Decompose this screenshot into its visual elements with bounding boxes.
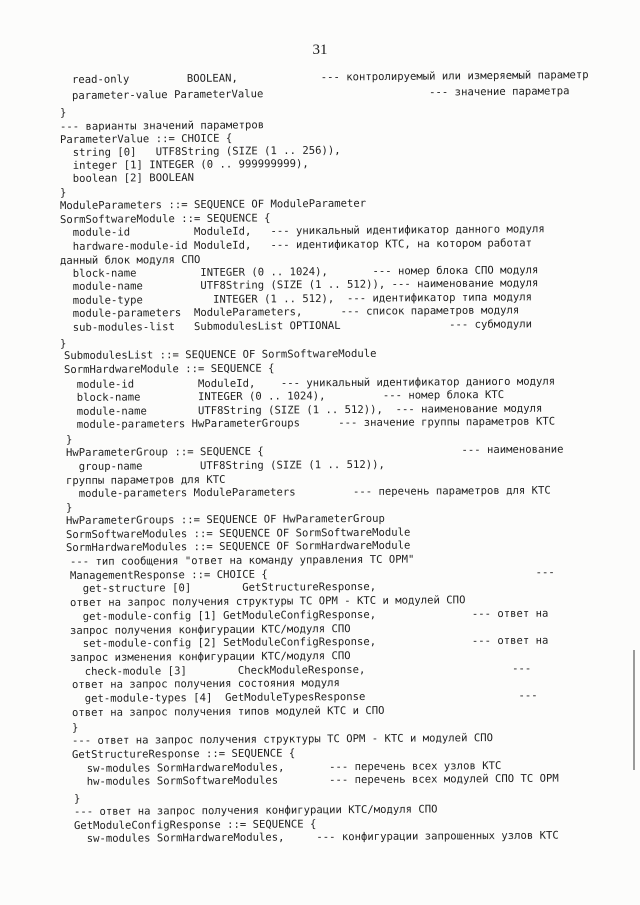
- code-line: integer [1] INTEGER (0 .. 999999999),: [59, 157, 309, 172]
- code-line: block-name INTEGER (0 .. 1024), --- номер блока СПО модуля: [59, 264, 539, 280]
- code-line: ParameterValue ::= CHOICE {: [59, 132, 233, 146]
- code-line: ответ на запрос получения состояния модуля: [71, 677, 340, 691]
- code-line: check-module [3] CheckModuleResponse, ---: [71, 662, 532, 678]
- code-line: SormSoftwareModules ::= SEQUENCE OF SormSoftwareModule: [65, 526, 411, 541]
- code-line: sw-modules SormHardwareModules, --- перечень всех узлов КТС: [73, 760, 502, 775]
- code-line: }: [65, 501, 73, 514]
- code-line: --- ответ на запрос получения конфигурации КТС/модуля СПО: [73, 803, 438, 818]
- code-line: boolean [2] BOOLEAN: [59, 171, 194, 185]
- code-line: SormHardwareModules ::= SEQUENCE OF SormHardwareModule: [65, 539, 411, 554]
- code-line: ModuleParameters ::= SEQUENCE OF ModuleParameter: [59, 197, 367, 212]
- code-line: SormSoftwareModule ::= SEQUENCE {: [59, 212, 271, 226]
- code-line: string [0] UTF8String (SIZE (1 .. 256)),: [59, 144, 341, 159]
- code-line: --- тип сообщения "ответ на команду управления ТС ОРМ": [69, 553, 415, 568]
- code-line: module-parameters ModuleParameters --- перечень параметров для КТС: [65, 484, 551, 500]
- code-line: SormHardwareModule ::= SEQUENCE {: [63, 362, 275, 376]
- code-line: запрос изменения конфигурации КТС/модуля СПО: [69, 650, 351, 664]
- code-line: sw-modules SormHardwareModules, --- конфигурации запрошенных узлов КТС: [73, 829, 559, 845]
- code-line: module-parameters ModuleParameters, --- список параметров модуля: [59, 304, 520, 320]
- code-line: GetStructureResponse ::= SEQUENCE {: [71, 747, 296, 761]
- code-line: }: [59, 186, 67, 199]
- page-number: 31: [312, 42, 328, 58]
- code-line: --- варианты значений параметров: [59, 119, 265, 133]
- code-line: HwParameterGroups ::= SEQUENCE OF HwParameterGroup: [65, 512, 385, 527]
- code-line: read-only BOOLEAN, --- контролируемый или измеряемый параметр: [71, 69, 589, 86]
- code-line: hw-modules SormSoftwareModules --- перечень всех модулей СПО ТС ОРМ: [73, 772, 559, 788]
- code-line: sub-modules-list SubmodulesList OPTIONAL --- субмодули: [59, 318, 533, 334]
- code-line: module-name UTF8String (SIZE (1 .. 512)), --- наименование модуля: [59, 277, 539, 293]
- code-line: }: [59, 337, 67, 350]
- code-line: ответ на запрос получения структуры ТС ОРМ - КТС и модулей СПО: [69, 594, 466, 609]
- code-line: set-module-config [2] SetModuleConfigResponse, --- ответ на: [69, 634, 549, 650]
- code-line: get-structure [0] GetStructureResponse,: [69, 580, 377, 595]
- code-line: SubmodulesList ::= SEQUENCE OF SormSoftwareModule: [63, 347, 377, 362]
- code-line: get-module-config [1] GetModuleConfigResponse, --- ответ на: [69, 607, 549, 623]
- code-line: module-type INTEGER (1 .. 512), --- идентификатор типа модуля: [59, 291, 533, 307]
- code-line: module-id ModuleId, --- уникальный идентификатор даниого модуля: [63, 375, 556, 391]
- code-line: }: [59, 106, 67, 119]
- code-line: ManagementResponse ::= CHOICE { ---: [69, 566, 555, 582]
- code-line: }: [73, 792, 81, 805]
- code-line: hardware-module-id ModuleId, --- идентификатор КТС, на котором работат: [59, 237, 533, 253]
- code-line: HwParameterGroup ::= SEQUENCE { --- наименование: [65, 443, 564, 459]
- code-line: }: [71, 721, 79, 734]
- code-line: GetModuleConfigResponse ::= SEQUENCE {: [73, 818, 317, 832]
- code-line: get-module-types [4] GetModuleTypesResponse ---: [71, 689, 538, 705]
- code-line: block-name INTEGER (0 .. 1024), --- номер блока КТС: [63, 388, 505, 404]
- code-line: группы параметров для КТС: [65, 473, 226, 487]
- scan-edge-mark: [633, 650, 635, 770]
- code-line: group-name UTF8String (SIZE (1 .. 512)),: [65, 458, 385, 473]
- code-line: module-id ModuleId, --- уникальный идентификатор данного модуля: [59, 223, 545, 239]
- code-line: module-parameters HwParameterGroups --- значение группы параметров КТС: [63, 415, 556, 431]
- code-line: ответ на запрос получения типов модулей КТС и СПО: [71, 704, 385, 719]
- code-line: данный блок модуля СПО: [59, 253, 201, 267]
- code-line: parameter-value ParameterValue --- значение параметра: [71, 85, 570, 102]
- code-line: --- ответ на запрос получения структуры ТС ОРМ - КТС и модулей СПО: [71, 732, 493, 747]
- code-line: module-name UTF8String (SIZE (1 .. 512)), --- наименование модуля: [63, 402, 543, 418]
- code-line: запрос получения конфигурации КТС/модуля СПО: [69, 623, 351, 637]
- code-line: }: [65, 433, 73, 446]
